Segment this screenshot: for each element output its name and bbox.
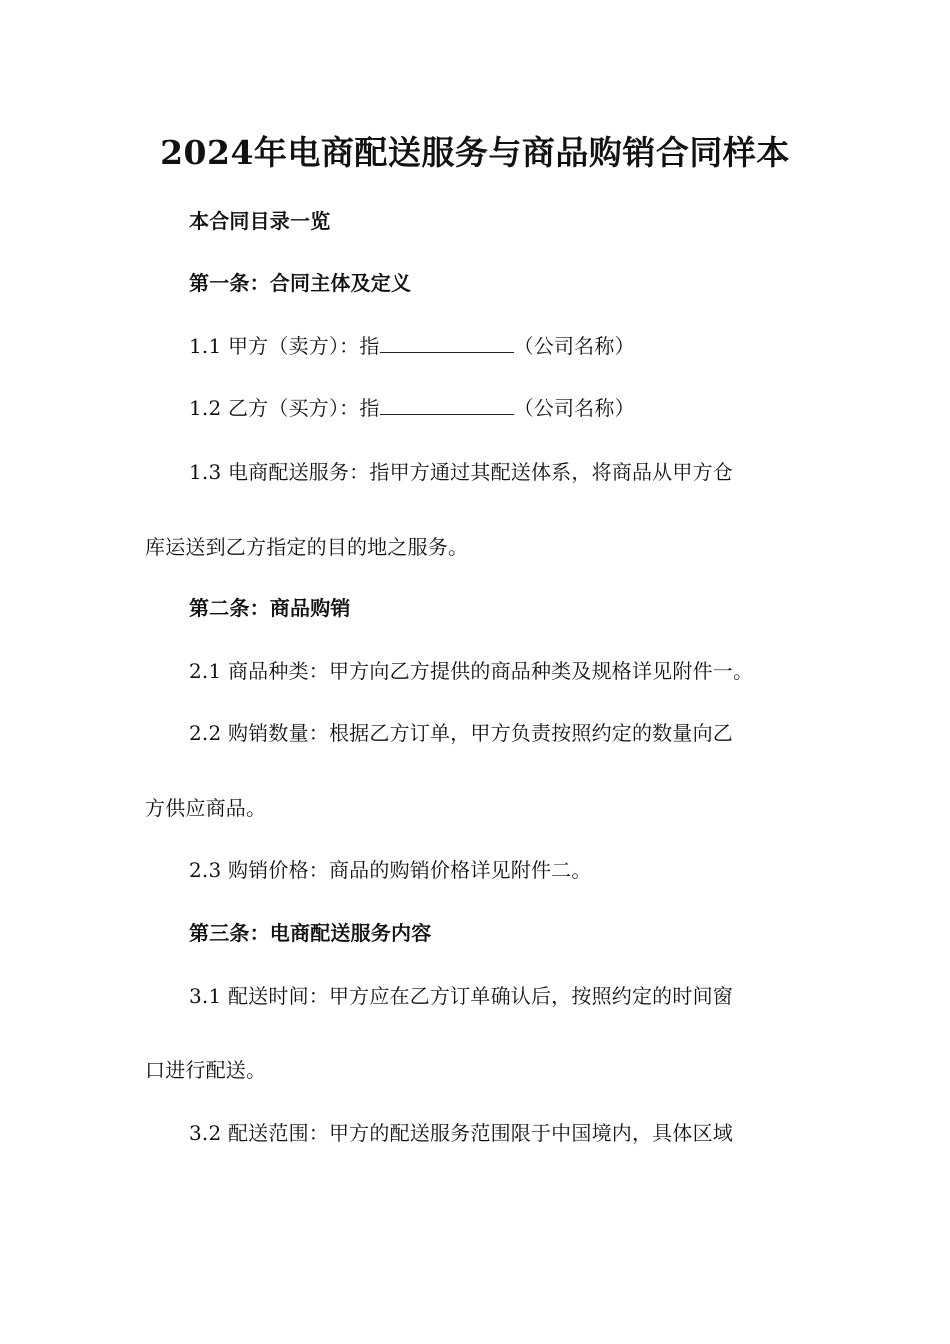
- toc-heading: 本合同目录一览: [189, 209, 331, 233]
- clause-2-3: 2.3 购销价格：商品的购销价格详见附件二。: [189, 858, 592, 882]
- clause-1-1-prefix: 1.1 甲方（卖方）：指: [189, 334, 380, 358]
- article-1-heading: 第一条：合同主体及定义: [189, 271, 412, 295]
- clause-1-2-prefix: 1.2 乙方（买方）：指: [189, 396, 380, 420]
- seller-name-blank: [380, 332, 514, 353]
- document-title: 2024年电商配送服务与商品购销合同样本: [160, 133, 790, 172]
- clause-3-2-line-1: 3.2 配送范围：甲方的配送服务范围限于中国境内，具体区域: [189, 1121, 733, 1145]
- clause-1-2: [189, 394, 810, 422]
- clause-1-3-line-2: 库运送到乙方指定的目的地之服务。: [145, 535, 469, 559]
- clause-1-2-suffix: （公司名称）: [513, 396, 635, 420]
- clause-1-1-suffix: （公司名称）: [513, 334, 635, 358]
- clause-3-1-line-1: 3.1 配送时间：甲方应在乙方订单确认后，按照约定的时间窗: [189, 984, 733, 1008]
- clause-2-1: 2.1 商品种类：甲方向乙方提供的商品种类及规格详见附件一。: [189, 659, 754, 683]
- clause-2-2-line-2: 方供应商品。: [145, 796, 267, 820]
- buyer-name-blank: [380, 394, 514, 415]
- clause-2-2-line-1: 2.2 购销数量：根据乙方订单，甲方负责按照约定的数量向乙: [189, 721, 733, 745]
- article-3-heading: 第三条：电商配送服务内容: [189, 921, 432, 945]
- article-2-heading: 第二条：商品购销: [189, 596, 351, 620]
- clause-1-3-line-1: 1.3 电商配送服务：指甲方通过其配送体系，将商品从甲方仓: [189, 460, 733, 484]
- clause-3-1-line-2: 口进行配送。: [145, 1058, 267, 1082]
- clause-1-1: [189, 332, 810, 360]
